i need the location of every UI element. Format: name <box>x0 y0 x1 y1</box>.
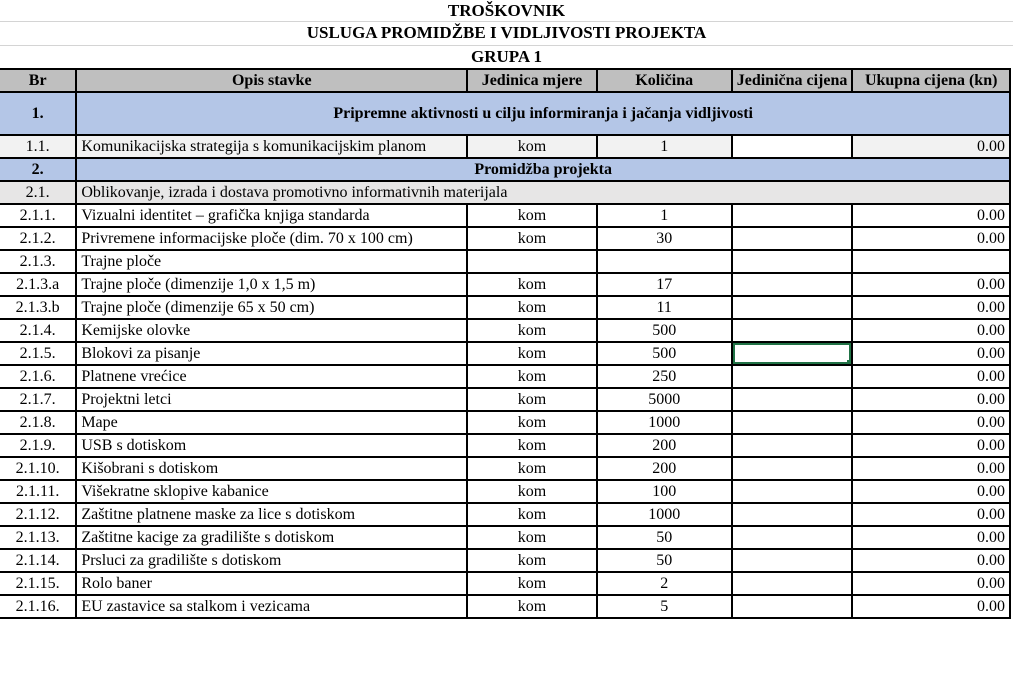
subsection-title[interactable]: Oblikovanje, izrada i dostava promotivno informativnih materijala <box>76 181 1010 204</box>
selected-unit-price-cell[interactable] <box>732 342 853 365</box>
total-price-cell[interactable]: 0.00 <box>852 411 1010 434</box>
cost-table <box>0 68 1011 619</box>
item-description-cell[interactable]: Vizualni identitet – grafička knjiga standarda <box>76 204 467 227</box>
quantity-cell[interactable]: 2 <box>597 572 732 595</box>
total-price-cell[interactable]: 0.00 <box>852 595 1010 618</box>
section-title[interactable]: Promidžba projekta <box>76 158 1010 181</box>
table-row <box>0 411 1010 434</box>
quantity-cell[interactable]: 1 <box>597 204 732 227</box>
unit-cell[interactable]: kom <box>467 457 596 480</box>
item-description-cell[interactable]: EU zastavice sa stalkom i vezicama <box>76 595 467 618</box>
item-description-cell[interactable]: Projektni letci <box>76 388 467 411</box>
col-header-br[interactable]: Br <box>0 69 76 92</box>
unit-cell[interactable]: kom <box>467 135 596 158</box>
unit-cell[interactable]: kom <box>467 526 596 549</box>
item-description-cell[interactable]: Trajne ploče (dimenzije 1,0 x 1,5 m) <box>76 273 467 296</box>
total-price-cell[interactable]: 0.00 <box>852 227 1010 250</box>
table-row <box>0 135 1010 158</box>
section-row <box>0 92 1010 135</box>
unit-cell[interactable]: kom <box>467 503 596 526</box>
item-description-cell[interactable]: Trajne ploče <box>76 250 467 273</box>
col-header-kolicina[interactable]: Količina <box>597 69 732 92</box>
unit-price-cell[interactable] <box>732 273 853 296</box>
table-row <box>0 319 1010 342</box>
col-header-jedinica-mjere[interactable]: Jedinica mjere <box>467 69 596 92</box>
item-number-cell[interactable]: 2.1.14. <box>0 549 76 572</box>
total-price-cell[interactable]: 0.00 <box>852 457 1010 480</box>
quantity-cell[interactable]: 11 <box>597 296 732 319</box>
section-number[interactable]: 2. <box>0 158 76 181</box>
col-header-jedinicna-cijena[interactable]: Jedinična cijena <box>732 69 853 92</box>
unit-price-cell[interactable] <box>732 549 853 572</box>
item-description-cell[interactable]: Zaštitne platnene maske za lice s dotiskom <box>76 503 467 526</box>
unit-price-cell[interactable] <box>732 365 853 388</box>
table-row <box>0 388 1010 411</box>
item-number-cell[interactable]: 2.1.4. <box>0 319 76 342</box>
unit-cell[interactable]: kom <box>467 411 596 434</box>
section-title[interactable]: Pripremne aktivnosti u cilju informiranja i jačanja vidljivosti <box>76 92 1010 135</box>
item-number-cell[interactable]: 2.1.16. <box>0 595 76 618</box>
unit-price-cell[interactable] <box>732 595 853 618</box>
item-number-cell[interactable]: 2.1.8. <box>0 411 76 434</box>
unit-price-cell[interactable] <box>732 411 853 434</box>
item-number-cell[interactable]: 2.1.3.b <box>0 296 76 319</box>
unit-price-cell[interactable] <box>732 296 853 319</box>
item-description-cell[interactable]: Privremene informacijske ploče (dim. 70 x 100 cm) <box>76 227 467 250</box>
unit-price-cell[interactable] <box>732 457 853 480</box>
fill-handle[interactable] <box>847 360 852 365</box>
unit-price-cell[interactable] <box>732 227 853 250</box>
item-description-cell[interactable]: Zaštitne kacige za gradilište s dotiskom <box>76 526 467 549</box>
item-number-cell[interactable]: 2.1.12. <box>0 503 76 526</box>
unit-cell[interactable]: kom <box>467 365 596 388</box>
item-description-cell[interactable]: Rolo baner <box>76 572 467 595</box>
item-description-cell[interactable]: Višekratne sklopive kabanice <box>76 480 467 503</box>
item-description-cell[interactable]: Mape <box>76 411 467 434</box>
quantity-cell[interactable]: 250 <box>597 365 732 388</box>
table-row <box>0 250 1010 273</box>
quantity-cell[interactable]: 500 <box>597 319 732 342</box>
total-price-cell[interactable]: 0.00 <box>852 319 1010 342</box>
quantity-cell[interactable] <box>597 250 732 273</box>
table-row <box>0 457 1010 480</box>
unit-cell[interactable]: kom <box>467 227 596 250</box>
unit-price-cell[interactable] <box>732 250 853 273</box>
item-number-cell[interactable]: 2.1.7. <box>0 388 76 411</box>
quantity-cell[interactable]: 200 <box>597 457 732 480</box>
item-number-cell[interactable]: 2.1.1. <box>0 204 76 227</box>
table-row <box>0 273 1010 296</box>
unit-cell[interactable]: kom <box>467 572 596 595</box>
item-number-cell[interactable]: 2.1.6. <box>0 365 76 388</box>
document-subtitle[interactable]: USLUGA PROMIDŽBE I VIDLJIVOSTI PROJEKTA <box>0 22 1013 46</box>
table-header-row <box>0 69 1010 92</box>
item-description-cell[interactable]: Kišobrani s dotiskom <box>76 457 467 480</box>
subsection-number[interactable]: 2.1. <box>0 181 76 204</box>
table-row <box>0 549 1010 572</box>
quantity-cell[interactable]: 1 <box>597 135 732 158</box>
item-description-cell[interactable]: Trajne ploče (dimenzije 65 x 50 cm) <box>76 296 467 319</box>
unit-price-cell[interactable] <box>732 204 853 227</box>
item-number-cell[interactable]: 2.1.9. <box>0 434 76 457</box>
total-price-cell[interactable]: 0.00 <box>852 342 1010 365</box>
quantity-cell[interactable]: 1000 <box>597 411 732 434</box>
item-number-cell[interactable]: 2.1.15. <box>0 572 76 595</box>
table-row <box>0 526 1010 549</box>
unit-price-cell[interactable] <box>732 572 853 595</box>
section-number[interactable]: 1. <box>0 92 76 135</box>
col-header-ukupna-cijena[interactable]: Ukupna cijena (kn) <box>852 69 1010 92</box>
item-number-cell[interactable]: 2.1.3.a <box>0 273 76 296</box>
quantity-cell[interactable]: 5 <box>597 595 732 618</box>
quantity-cell[interactable]: 1000 <box>597 503 732 526</box>
quantity-cell[interactable]: 200 <box>597 434 732 457</box>
unit-cell[interactable]: kom <box>467 434 596 457</box>
total-price-cell[interactable]: 0.00 <box>852 526 1010 549</box>
item-number-cell[interactable]: 2.1.3. <box>0 250 76 273</box>
quantity-cell[interactable]: 17 <box>597 273 732 296</box>
total-price-cell[interactable]: 0.00 <box>852 434 1010 457</box>
table-row <box>0 595 1010 618</box>
total-price-cell[interactable]: 0.00 <box>852 135 1010 158</box>
subsection-row <box>0 181 1010 204</box>
group-title[interactable]: GRUPA 1 <box>471 47 542 66</box>
total-price-cell[interactable]: 0.00 <box>852 549 1010 572</box>
total-price-cell[interactable] <box>852 250 1010 273</box>
item-number-cell[interactable]: 2.1.13. <box>0 526 76 549</box>
item-number-cell[interactable]: 2.1.11. <box>0 480 76 503</box>
section-row <box>0 158 1010 181</box>
total-price-cell[interactable]: 0.00 <box>852 480 1010 503</box>
quantity-cell[interactable]: 50 <box>597 526 732 549</box>
total-price-cell[interactable]: 0.00 <box>852 273 1010 296</box>
unit-cell[interactable]: kom <box>467 296 596 319</box>
unit-price-cell[interactable] <box>732 135 853 158</box>
unit-cell[interactable]: kom <box>467 273 596 296</box>
total-price-cell[interactable]: 0.00 <box>852 503 1010 526</box>
item-description-cell[interactable]: Platnene vrećice <box>76 365 467 388</box>
document-title[interactable]: TROŠKOVNIK <box>0 0 1013 22</box>
item-number-cell[interactable]: 1.1. <box>0 135 76 158</box>
table-row <box>0 204 1010 227</box>
unit-price-cell[interactable] <box>732 319 853 342</box>
col-header-opis[interactable]: Opis stavke <box>76 69 467 92</box>
item-number-cell[interactable]: 2.1.10. <box>0 457 76 480</box>
table-row <box>0 572 1010 595</box>
quantity-cell[interactable]: 100 <box>597 480 732 503</box>
total-price-cell[interactable]: 0.00 <box>852 572 1010 595</box>
unit-price-cell[interactable] <box>732 503 853 526</box>
total-price-cell[interactable]: 0.00 <box>852 296 1010 319</box>
unit-cell[interactable]: kom <box>467 388 596 411</box>
table-row <box>0 296 1010 319</box>
unit-cell[interactable] <box>467 250 596 273</box>
table-row <box>0 434 1010 457</box>
total-price-cell[interactable]: 0.00 <box>852 204 1010 227</box>
table-row <box>0 342 1010 365</box>
unit-price-cell[interactable] <box>732 388 853 411</box>
unit-price-cell[interactable] <box>732 480 853 503</box>
item-description-cell[interactable]: USB s dotiskom <box>76 434 467 457</box>
unit-price-cell[interactable] <box>732 526 853 549</box>
item-number-cell[interactable]: 2.1.2. <box>0 227 76 250</box>
unit-cell[interactable]: kom <box>467 595 596 618</box>
quantity-cell[interactable]: 50 <box>597 549 732 572</box>
item-description-cell[interactable]: Komunikacijska strategija s komunikacijskim planom <box>76 135 467 158</box>
total-price-cell[interactable]: 0.00 <box>852 365 1010 388</box>
table-row <box>0 365 1010 388</box>
unit-cell[interactable]: kom <box>467 342 596 365</box>
item-description-cell[interactable]: Kemijske olovke <box>76 319 467 342</box>
unit-cell[interactable]: kom <box>467 204 596 227</box>
unit-cell[interactable]: kom <box>467 319 596 342</box>
table-row <box>0 503 1010 526</box>
unit-price-cell[interactable] <box>732 434 853 457</box>
quantity-cell[interactable]: 500 <box>597 342 732 365</box>
quantity-cell[interactable]: 30 <box>597 227 732 250</box>
table-row <box>0 480 1010 503</box>
unit-cell[interactable]: kom <box>467 480 596 503</box>
table-row <box>0 227 1010 250</box>
item-number-cell[interactable]: 2.1.5. <box>0 342 76 365</box>
item-description-cell[interactable]: Prsluci za gradilište s dotiskom <box>76 549 467 572</box>
unit-cell[interactable]: kom <box>467 549 596 572</box>
quantity-cell[interactable]: 5000 <box>597 388 732 411</box>
total-price-cell[interactable]: 0.00 <box>852 388 1010 411</box>
item-description-cell[interactable]: Blokovi za pisanje <box>76 342 467 365</box>
